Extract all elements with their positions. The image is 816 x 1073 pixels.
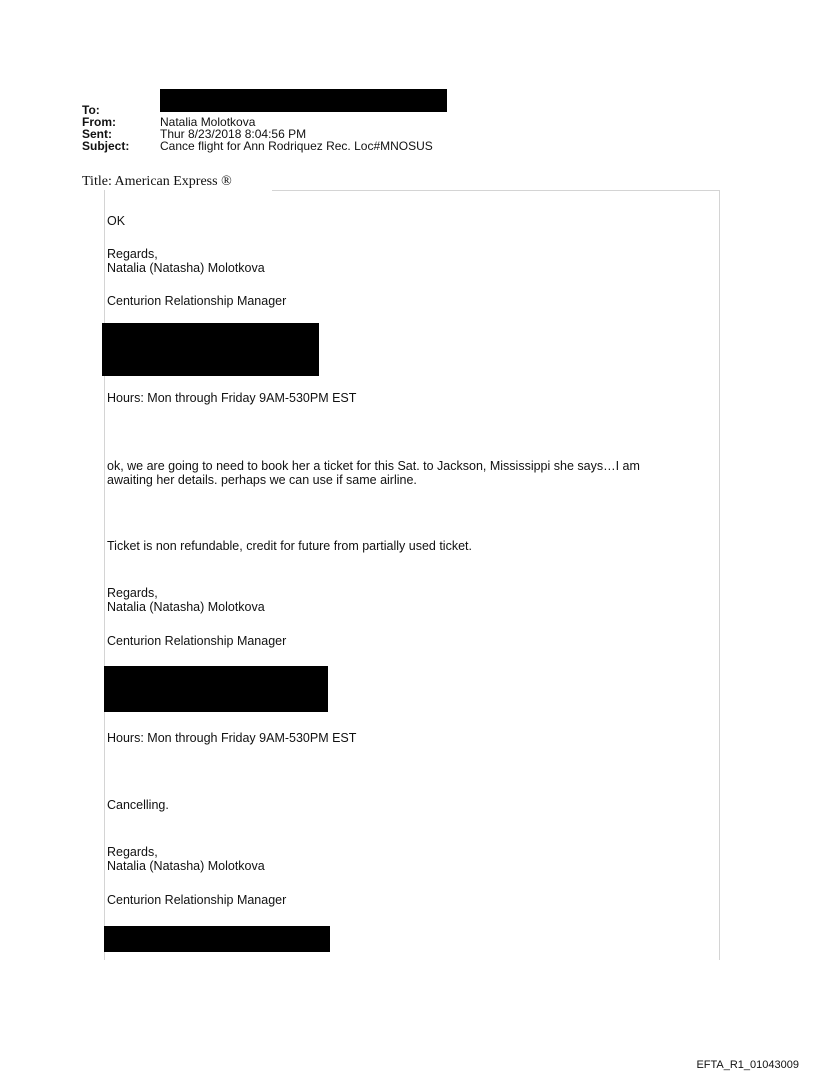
frame-top-border [272,190,719,191]
message-1-signature-role: Centurion Relationship Manager [107,294,287,308]
message-1-hours: Hours: Mon through Friday 9AM-530PM EST [107,391,357,405]
message-2-hours: Hours: Mon through Friday 9AM-530PM EST [107,731,357,745]
message-3-contact-redaction [104,926,330,952]
frame-left-border [104,190,105,960]
message-2-signature-role: Centurion Relationship Manager [107,634,287,648]
from-value: Natalia Molotkova [160,115,256,129]
message-2-body-line-1: ok, we are going to need to book her a ticket for this Sat. to Jackson, Mississippi she says…I am [107,459,640,473]
sent-value: Thur 8/23/2018 8:04:56 PM [160,127,307,141]
subject-row [82,140,433,152]
to-row [82,104,433,116]
message-1-regards: Regards, [107,247,158,261]
message-3-signature-role: Centurion Relationship Manager [107,893,287,907]
message-3-signature-name: Natalia (Natasha) Molotkova [107,859,265,873]
message-2-body-line-3: Ticket is non refundable, credit for future from partially used ticket. [107,539,472,553]
message-1-signature-name: Natalia (Natasha) Molotkova [107,261,265,275]
message-3-body: Cancelling. [107,798,169,812]
message-2-body-line-2: awaiting her details. perhaps we can use if same airline. [107,473,417,487]
message-3-regards: Regards, [107,845,158,859]
message-2-signature-name: Natalia (Natasha) Molotkova [107,600,265,614]
title-line: Title: American Express ® [82,174,232,189]
email-header [82,104,433,152]
sent-label: Sent: [82,127,112,141]
to-label: To: [82,103,100,117]
frame-right-border [719,190,720,960]
subject-value: Cance flight for Ann Rodriquez Rec. Loc#MNOSUS [160,139,433,153]
message-1-body: OK [107,214,126,228]
message-1-contact-redaction [102,323,319,376]
from-label: From: [82,115,116,129]
message-2-regards: Regards, [107,586,158,600]
subject-label: Subject: [82,139,130,153]
message-2-contact-redaction [104,666,328,712]
bates-number: EFTA_R1_01043009 [696,1059,799,1071]
